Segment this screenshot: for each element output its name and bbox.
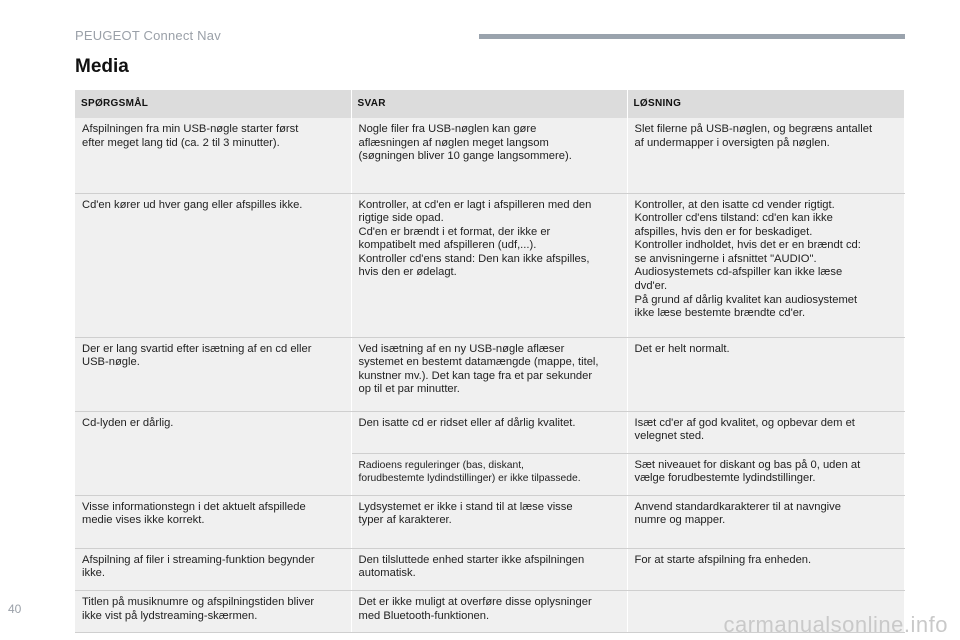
page-title: Media bbox=[75, 56, 129, 77]
question-cell: Afspilning af filer i streaming-funktion begynder ikke. bbox=[75, 548, 351, 590]
table-row bbox=[75, 411, 904, 453]
table-header-row bbox=[75, 90, 904, 118]
faq-table bbox=[75, 90, 905, 633]
table-row bbox=[75, 337, 904, 411]
question-cell: Visse informationstegn i det aktuelt afspillede medie vises ikke korrekt. bbox=[75, 495, 351, 548]
question-cell: Cd'en kører ud hver gang eller afspilles ikke. bbox=[75, 193, 351, 337]
solution-cell: For at starte afspilning fra enheden. bbox=[627, 548, 904, 590]
solution-cell: Isæt cd'er af god kvalitet, og opbevar dem et velegnet sted. bbox=[627, 411, 904, 453]
solution-cell: Kontroller, at den isatte cd vender rigtigt. Kontroller cd'ens tilstand: cd'en kan ikke afspilles, hvis den er for beskadiget. Kontroller indholdet, hvis det er en brændt cd: se anvisningerne i afsnittet "AUDIO". Audiosystemets cd-afspiller kan ikke læse dvd'er. På grund af dårlig kvalitet kan audiosystemet ikke læse bestemte brændte cd'er. bbox=[627, 193, 904, 337]
column-header-answer: SVAR bbox=[351, 90, 627, 118]
answer-cell: Kontroller, at cd'en er lagt i afspilleren med den rigtige side opad. Cd'en er brændt i et format, der ikke er kompatibelt med afspilleren (udf,...). Kontroller cd'ens stand: Den kan ikke afspilles, hvis den er ødelagt. bbox=[351, 193, 627, 337]
question-cell: Der er lang svartid efter isætning af en cd eller USB-nøgle. bbox=[75, 337, 351, 411]
solution-cell: Slet filerne på USB-nøglen, og begræns antallet af undermapper i oversigten på nøglen. bbox=[627, 118, 904, 193]
answer-cell: Radioens reguleringer (bas, diskant, forudbestemte lydindstillinger) er ikke tilpassede. bbox=[351, 453, 627, 495]
answer-cell: Den isatte cd er ridset eller af dårlig kvalitet. bbox=[351, 411, 627, 453]
answer-cell: Lydsystemet er ikke i stand til at læse visse typer af karakterer. bbox=[351, 495, 627, 548]
question-cell: Titlen på musiknumre og afspilningstiden bliver ikke vist på lydstreaming-skærmen. bbox=[75, 591, 351, 633]
table-row bbox=[75, 118, 904, 193]
page-number: 40 bbox=[8, 602, 22, 616]
table-row bbox=[75, 548, 904, 590]
column-header-question: SPØRGSMÅL bbox=[75, 90, 351, 118]
header-title: PEUGEOT Connect Nav bbox=[75, 28, 221, 43]
solution-cell: Det er helt normalt. bbox=[627, 337, 904, 411]
table-row bbox=[75, 193, 904, 337]
question-cell: Cd-lyden er dårlig. bbox=[75, 411, 351, 495]
answer-cell: Nogle filer fra USB-nøglen kan gøre aflæsningen af nøglen meget langsom (søgningen bliver 10 gange langsommere). bbox=[351, 118, 627, 193]
solution-cell: Anvend standardkarakterer til at navngive numre og mapper. bbox=[627, 495, 904, 548]
column-header-solution: LØSNING bbox=[627, 90, 904, 118]
question-cell: Afspilningen fra min USB-nøgle starter først efter meget lang tid (ca. 2 til 3 minutter). bbox=[75, 118, 351, 193]
header-divider-bar bbox=[479, 34, 905, 39]
answer-cell: Ved isætning af en ny USB-nøgle aflæser systemet en bestemt datamængde (mappe, titel, kunstner mv.). Det kan tage fra et par sekunder op til et par minutter. bbox=[351, 337, 627, 411]
answer-cell: Den tilsluttede enhed starter ikke afspilningen automatisk. bbox=[351, 548, 627, 590]
solution-cell: Sæt niveauet for diskant og bas på 0, uden at vælge forudbestemte lydindstillinger. bbox=[627, 453, 904, 495]
watermark: carmanualsonline.info bbox=[723, 612, 948, 637]
answer-cell: Det er ikke muligt at overføre disse oplysninger med Bluetooth-funktionen. bbox=[351, 591, 627, 633]
table-row bbox=[75, 495, 904, 548]
